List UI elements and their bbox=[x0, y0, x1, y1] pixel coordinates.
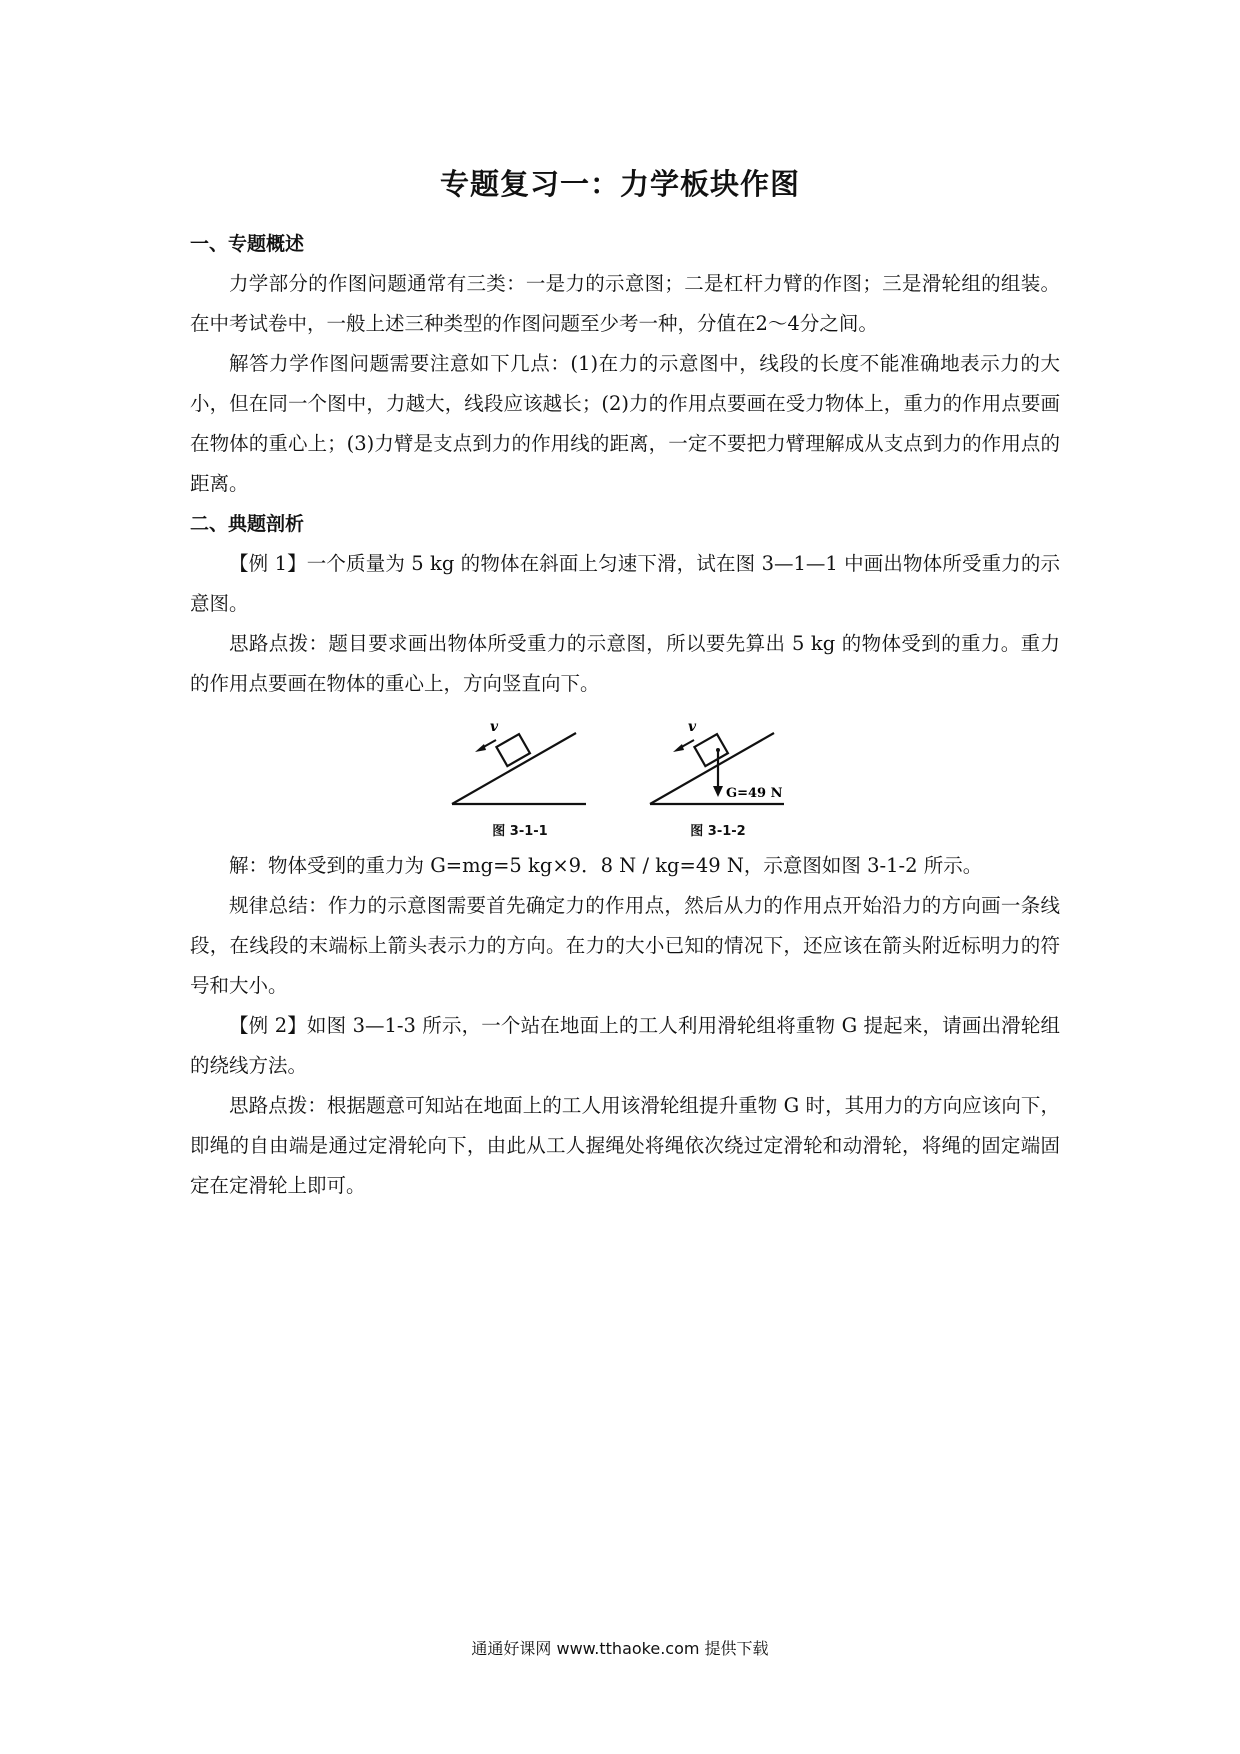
page-title: 专题复习一：力学板块作图 bbox=[439, 167, 800, 201]
incline-force-diagram bbox=[648, 706, 788, 818]
paragraph: 思路点拨：根据题意可知站在地面上的工人用该滑轮组提升重物 G 时，其用力的方向应该向下，即绳的自由端是通过定滑轮向下，由此从工人握绳处将绳依次绕过定滑轮和动滑轮，将绳的固定端固定在定滑轮上即可。 bbox=[190, 1094, 1060, 1197]
velocity-arrow-head bbox=[673, 744, 684, 752]
figure-3-1-2 bbox=[648, 706, 788, 846]
paragraph: 【例 1】一个质量为 5 kg 的物体在斜面上匀速下滑，试在图 3—1—1 中画出物体所受重力的示意图。 bbox=[190, 552, 1060, 615]
paragraph: 规律总结：作力的示意图需要首先确定力的作用点，然后从力的作用点开始沿力的方向画一条线段，在线段的末端标上箭头表示力的方向。在力的大小已知的情况下，还应该在箭头附近标明力的符号和大小。 bbox=[190, 894, 1060, 997]
paragraph: 解答力学作图问题需要注意如下几点：(1)在力的示意图中，线段的长度不能准确地表示力的大小，但在同一个图中，力越大，线段应该越长；(2)力的作用点要画在受力物体上，重力的作用点要画在物体的重心上；(3)力臂是支点到力的作用线的距离，一定不要把力臂理解成从支点到力的作用点的距离。 bbox=[190, 352, 1060, 495]
force-label: G=49 N bbox=[726, 786, 783, 801]
gravity-arrow-head bbox=[713, 786, 723, 797]
page-footer: 通通好课网 www.tthaoke.com 提供下载 bbox=[471, 1639, 769, 1658]
velocity-arrow-head bbox=[475, 744, 486, 752]
paragraph: 解：物体受到的重力为 G=mg=5 kg×9．8 N / kg=49 N，示意图如图 3-1-2 所示。 bbox=[229, 854, 983, 877]
figure-3-1-1 bbox=[450, 706, 590, 846]
incline-diagram bbox=[450, 706, 590, 818]
paragraph: 【例 2】如图 3—1-3 所示，一个站在地面上的工人利用滑轮组将重物 G 提起来，请画出滑轮组的绕线方法。 bbox=[190, 1014, 1060, 1077]
figure-caption: 图 3-1-1 bbox=[492, 824, 548, 839]
document-body bbox=[190, 224, 1060, 1206]
figure-caption: 图 3-1-2 bbox=[690, 824, 746, 839]
section-heading: 二、典题剖析 bbox=[190, 513, 305, 535]
velocity-label: v bbox=[688, 719, 697, 735]
paragraph: 思路点拨：题目要求画出物体所受重力的示意图，所以要先算出 5 kg 的物体受到的重力。重力的作用点要画在物体的重心上，方向竖直向下。 bbox=[190, 632, 1060, 695]
figure-row bbox=[190, 706, 1060, 846]
velocity-label: v bbox=[490, 719, 499, 735]
paragraph: 力学部分的作图问题通常有三类：一是力的示意图；二是杠杆力臂的作图；三是滑轮组的组装。在中考试卷中，一般上述三种类型的作图问题至少考一种，分值在2～4分之间。 bbox=[190, 272, 1060, 335]
section-heading: 一、专题概述 bbox=[190, 233, 305, 255]
